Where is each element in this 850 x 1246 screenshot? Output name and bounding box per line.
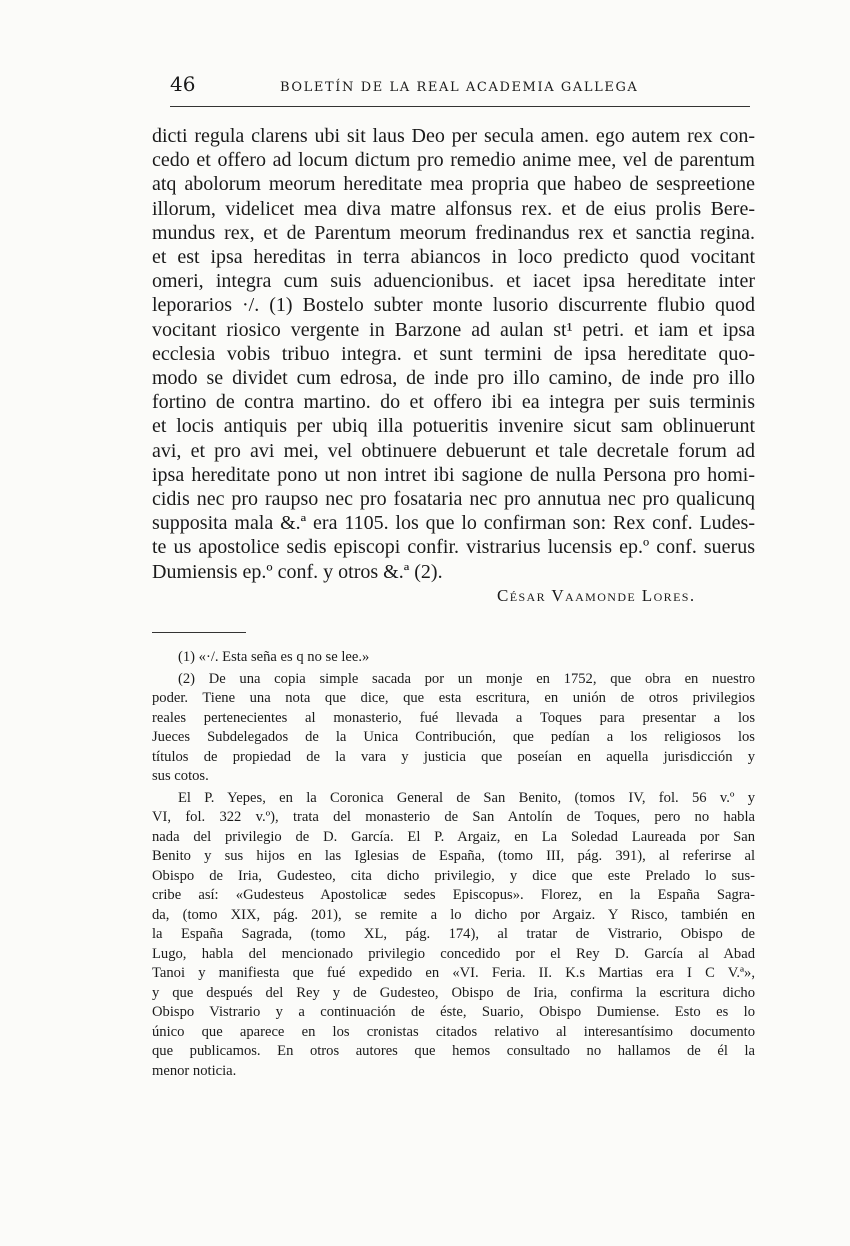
body-line: leporarios ·/. (1) Bostelo subter monte lusorio discurrente flubio quod [152,294,755,317]
footnote-2 [152,670,755,787]
body-line: et locis antiquis per ubiq illa potueritis invenire sicut sam oblinuerunt [152,415,755,438]
footnote-line: Tanoi y manifiesta que fué expedido en «VI. Feria. II. K.s Martias era I C V.ª», [152,965,755,981]
footnote-line: nada del privilegio de D. García. El P. Argaiz, en La Soledad Laureada por San [152,828,755,845]
footnote-line: El P. Yepes, en la Coronica General de San Benito, (tomos IV, fol. 56 v.º y [178,789,755,806]
footnote-2-continued [152,789,755,1082]
footnote-line: único que aparece en los cronistas citados relativo al interesantísimo documento [152,1023,755,1040]
footnote-line: Benito y sus hijos en las Iglesias de España, (tomo III, pág. 391), al referirse al [152,848,755,864]
body-line: avi, et pro avi mei, vel obtinuere debuerunt et tale decretale forum ad [152,439,755,462]
footnote-1 [152,648,755,668]
body-line: Dumiensis ep.º conf. y otros &.ª (2). [152,560,443,583]
body-line: dicti regula clarens ubi sit laus Deo per secula amen. ego autem rex con- [152,125,755,147]
body-line: cedo et offero ad locum dictum pro remedio anime mee, vel de parentum [152,149,755,172]
author-signature: César Vaamonde Lores. [497,586,696,605]
footnote-line: poder. Tiene una nota que dice, que esta escritura, en unión de otros privilegios [152,690,755,706]
body-line: ipsa hereditate pono ut non intret ibi sagione de nulla Persona pro homi- [152,463,755,486]
body-line: et est ipsa hereditas in terra abiancos in loco predicto quod vocitant [152,246,755,269]
footnote-line: (2) De una copia simple sacada por un monje en 1752, que obra en nuestro [178,670,755,687]
footnote-line: Obispo de Iria, Gudesteo, cita dicho privilegio, y dice que este Prelado lo sus- [152,867,755,884]
body-line: fortino de contra martino. do et offero ibi ea integra per suis terminis [152,391,755,414]
footnote-line: la España Sagrada, (tomo XL, pág. 174), al tratar de Vistrario, Obispo de [152,926,755,942]
footnote-line: sus cotos. [152,768,209,784]
body-line: cidis nec pro raupso nec pro fosataria nec pro annutua nec pro qualicunq [152,488,755,511]
body-line: omeri, integra cum suis aduencionibus. et iacet ipsa hereditate inter [152,270,755,293]
body-line: modo se dividet cum edrosa, de inde pro illo camino, de inde pro illo [152,367,755,390]
footnote-line: reales pertenecientes al monasterio, fué llevada a Toques para presentar a los [152,709,755,726]
footnote-line: que publicamos. En otros autores que hemos consultado no hallamos de él la [152,1043,755,1059]
body-line: vocitant riosico vergente in Barzone ad aulan st¹ petri. et iam et ipsa [152,318,755,341]
running-head: BOLETÍN DE LA REAL ACADEMIA GALLEGA [280,80,639,95]
page-number: 46 [170,72,196,96]
footnote-line: Obispo Vistrario y a continuación de éste, Suario, Obispo Dumiense. Esto es lo [152,1004,755,1020]
footnote-divider [152,632,246,633]
footnote-line: VI, fol. 322 v.º), trata del monasterio de San Antolín de Toques, pero no habla [152,809,755,825]
footnote-line: Lugo, habla del mencionado privilegio concedido por el Rey D. García al Abad [152,945,755,962]
latin-charter-text [152,124,755,584]
footnote-line: cribe así: «Gudesteus Apostolicæ sedes Episcopus». Florez, en la España Sagra- [152,887,755,903]
body-line: te us apostolice sedis episcopi confir. vistrarius lucensis ep.º conf. suerus [152,536,755,559]
page-header [170,72,750,107]
body-line: illorum, videlicet mea diva matre alfonsus rex. et de eius prolis Bere- [152,197,755,220]
footnote-line: menor noticia. [152,1062,237,1079]
body-line: ecclesia vobis tribuo integra. et sunt termini de ipsa hereditate quo- [152,342,755,365]
footnote-line: (1) «·/. Esta seña es q no se lee.» [178,649,370,665]
body-line: mundus rex, et de Parentum meorum fredinandus rex et sanctia regina. [152,221,755,244]
footnotes [152,648,755,1083]
body-line: atq abolorum meorum hereditate mea propria que habeo de sespreetione [152,173,755,196]
footnote-line: y que después del Rey y de Gudesteo, Obispo de Iria, confirma la escritura dicho [152,984,755,1001]
footnote-line: Jueces Subdelegados de la Unica Contribución, que pedían a los religiosos los [152,729,755,745]
footnote-line: da, (tomo XIX, pág. 201), se remite a lo dicho por Argaiz. Y Risco, también en [152,906,755,923]
footnote-line: títulos de propiedad de la vara y justicia que poseían en aquella jurisdicción y [152,748,755,765]
body-line: supposita mala &.ª era 1105. los que lo confirman son: Rex conf. Ludes- [152,512,755,535]
